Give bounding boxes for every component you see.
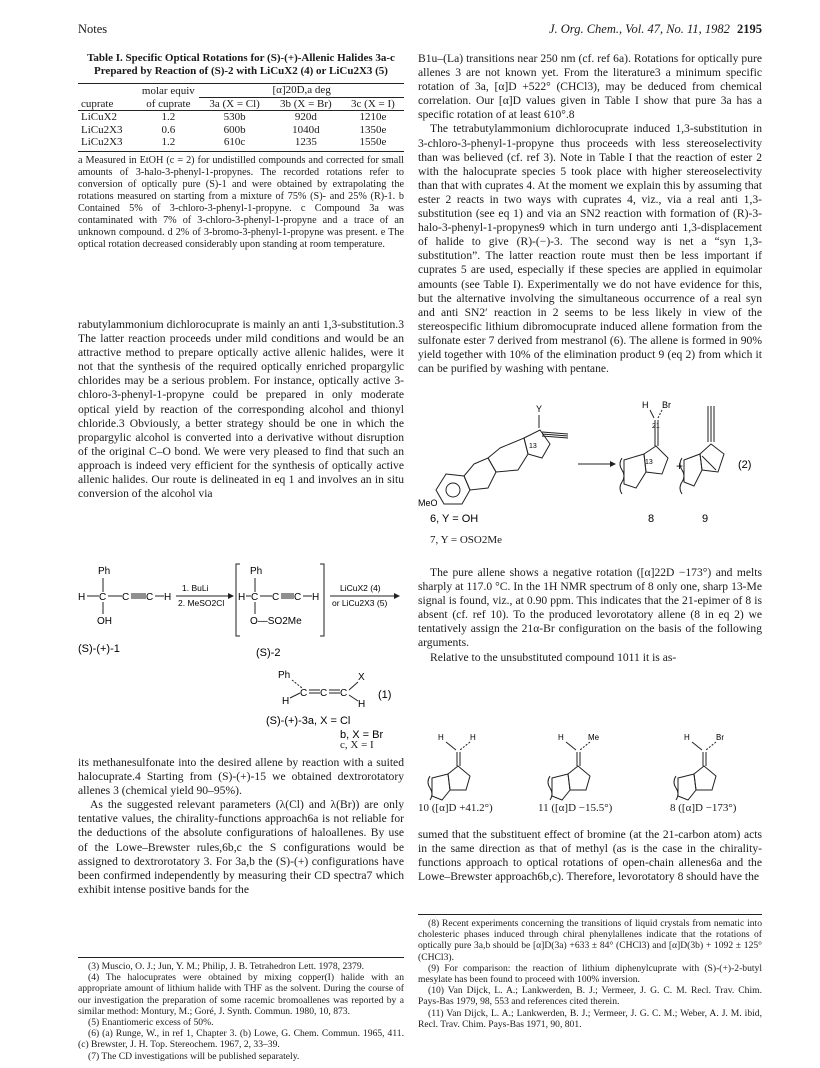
label-10: 10 ([α]D +41.2°) (418, 802, 493, 814)
page-number: 2195 (737, 22, 762, 36)
footnote: (10) Van Dijck, L. A.; Lankwerden, B. J.; Vermeer, J. G. C. M. Recl. Trav. Chim. Pays-Bas 1979, 98, 553 and references cited therein. (418, 985, 762, 1008)
table-1 (78, 52, 404, 251)
label-6: 6, Y = OH (430, 513, 479, 525)
compound-10 (428, 733, 476, 800)
svg-text:Br: Br (716, 733, 724, 742)
svg-text:MeO: MeO (418, 498, 438, 508)
paragraph: As the suggested relevant parameters (λ(Cl) and λ(Br)) are only tentative values, the chirality-functions approach6a is not reliable for the deductions of the absolute configurations of haloallenes. By use of the Lowe–Brewster rules,6b,c the S configurations would be assigned to dextrorotatory 3. For 3a,b the (S)-(+) configurations have been confirmed independently by measuring their CD spectra7 which exhibit intense positive bands for the (78, 798, 404, 896)
svg-text:H: H (470, 733, 476, 742)
atom-label: H (78, 592, 86, 603)
equation-number: (2) (738, 459, 752, 471)
running-head-right (549, 22, 762, 37)
left-footnotes (78, 961, 404, 1062)
footnote: (6) (a) Runge, W., in ref 1, Chapter 3. (b) Lowe, G. Chem. Commun. 1965, 411. (c) Brewster, J. H. Top. Stereochem. 1967, 2, 33–39. (78, 1028, 404, 1051)
label-product-c: c, X = I (340, 739, 374, 751)
label-9: 9 (702, 513, 709, 525)
compound-11 (548, 733, 600, 800)
paragraph: sumed that the substituent effect of bromine (at the 21-carbon atom) acts in the same direction as that of methyl (as is the case in the chirality-functions approach to optical rotations of open-chain allenes6a and the Lowe–Brewster approach6b,c). Therefore, levorotatory 8 should have the (418, 828, 762, 884)
svg-text:H: H (282, 696, 290, 707)
svg-text:H: H (642, 400, 649, 410)
right-body-middle (418, 566, 762, 665)
right-footnotes (418, 918, 762, 1030)
svg-text:Ph: Ph (278, 670, 291, 681)
svg-text:C: C (320, 688, 328, 699)
eq2-drawing (418, 398, 762, 532)
footnote: (4) The halocuprates were obtained by mixing copper(I) halide with an appropriate amount of lithium halide with THF as the solvent. During the course of our investigation the preparation of some racemic bromoallenes was reported by a similar method: Montury, M.; Goré, J. Synth. Commun. 1980, 10, 873. (78, 972, 404, 1017)
svg-text:C: C (340, 688, 348, 699)
col-cuprate: cuprate (81, 97, 114, 110)
col-rotation: [α]20D,a deg (199, 84, 404, 97)
table-row: LiCuX2 1.2 530b 920d 1210e (81, 111, 387, 123)
col-3a: 3a (X = Cl) (209, 97, 260, 110)
svg-text:C: C (272, 592, 280, 603)
paragraph: The pure allene shows a negative rotation ([α]22D −173°) and melts sharply at 117.0 °C. In the 1H NMR spectrum of 8 only one, sharp 13-Me signal is found, viz., at 0.90 ppm. This indicates that the 21-epimer of 8 is absent (cf. ref 10). To the produced levorotatory allene (8 in eq 2) we tentatively assign the 21α-Br configuration on the basis of the following arguments. (418, 566, 762, 650)
svg-text:H: H (438, 733, 444, 742)
svg-text:13: 13 (645, 459, 653, 466)
footnote: (9) For comparison: the reaction of lithium diphenylcuprate with (S)-(+)-2-butyl mesylate has been found to proceed with 100% inversion. (418, 962, 762, 986)
svg-text:H: H (312, 592, 320, 603)
equation-number: (1) (378, 689, 392, 701)
svg-text:Y: Y (536, 404, 543, 414)
svg-text:Me: Me (588, 733, 600, 742)
compound-8 (674, 733, 724, 800)
footnote: (5) Enantiomeric excess of 50%. (88, 1017, 214, 1029)
col-molar: molar equiv of cuprate (141, 85, 195, 110)
svg-text:C: C (294, 592, 302, 603)
reagent-4: or LiCu2X3 (5) (332, 598, 388, 608)
reagent-3: LiCuX2 (4) (340, 583, 381, 593)
footnote-rule (418, 914, 762, 915)
table-row: LiCu2X3 1.2 610c 1235 1550e (81, 136, 387, 148)
svg-text:H: H (238, 592, 246, 603)
label-7: 7, Y = OSO2Me (430, 534, 502, 546)
paragraph: rabutylammonium dichlorocuprate is mainly an anti 1,3-substitution.3 The latter reaction proceeds under mild conditions and would be an attractive method to prepare optically active allenic halides, were it not that the synthesis of the required optically enriched propargylic chlorides may be a serious problem. For instance, optically active 3-chloro-3-phenyl-1-propyne could be prepared in only moderate optical yield by reaction of the corresponding alcohol and thionyl chloride.3 Obviously, a better strategy should be one in which the propargylic alcohol is converted into a derivative without disruption of the original C–O bond. We were very pleased to find that such an approach is indeed very efficient for the synthesis of optically active allenic halides. Our route is delineated in eq 1 and involves an in situ conversion of the alcohol via (78, 318, 404, 501)
compound-row (418, 730, 762, 812)
svg-text:13: 13 (529, 443, 537, 450)
reagent-2: 2. MeSO2Cl (178, 598, 225, 608)
paragraph: The tetrabutylammonium dichlorocuprate induced 1,3-substitution in 3-chloro-3-phenyl-1-propyne thus proceeds with less stereoselectivity than was believed (cf. ref 3). Note in Table I that the reaction of ester 2 with the halocuprate species 5 took place with higher stereoselectivity than that with cuprates 4. At the moment we explain this by assuming that ester 2 reacts in two ways with cuprates 4, viz., via a real anti 1,3-substitution (see eq 1) and via an SN2 reaction with formation of (R)-3-halo-3-phenyl-1-propynes9 which in turn undergo anti 1,3-displacement of halide to give (R)-(−)-3. The second way is net a “syn 1,3-substitution”. The latter reaction route must then be less important if cuprates 5 are used, especially if these species are applied in equimolar amounts (see Table I). Experimentally we do not have evidence for this, but the alternative involving the simultaneous occurrence of a real syn and anti SN2′ reaction in 2 seems to be less likely in view of the stereospecific lithium dibromocuprate induced allene formation from the sulfonate ester 7 derived from mestranol (6). The allene is formed in 90% yield together with 10% of the elimination product 9 (eq 2) from which it can be purified by washing with pentane. (418, 122, 762, 376)
label-8b: 8 ([α]D −173°) (670, 802, 737, 814)
eq1-drawing (78, 556, 404, 742)
svg-text:H: H (684, 733, 690, 742)
footnote: (3) Muscio, O. J.; Jun, Y. M.; Philip, J. B. Tetrahedron Lett. 1978, 2379. (88, 961, 365, 972)
footnote-rule (78, 957, 404, 958)
footnote: (7) The CD investigations will be published separately. (88, 1050, 300, 1062)
right-body-lower (418, 828, 762, 884)
svg-text:C: C (122, 592, 130, 603)
svg-text:Ph: Ph (250, 566, 263, 577)
svg-text:+: + (676, 459, 684, 473)
svg-text:C: C (251, 592, 259, 603)
col-3c: 3c (X = I) (351, 97, 395, 110)
paragraph: B1u–(La) transitions near 250 nm (cf. ref 6a). Rotations for optically pure allenes 3 are not known yet. From the literature3 a minimum specific rotation of 3a, [α]D +522° (CHCl3), may be deduced from chemical correlation. Our [α]D values given in Table I show that pure 3a has a specific rotation of at least 610°.8 (418, 52, 762, 122)
journal-citation: J. Org. Chem., Vol. 47, No. 11, 1982 (548, 22, 730, 36)
atom-label: OH (97, 616, 112, 627)
table-footnote: a Measured in EtOH (c = 2) for undistilled compounds and corrected for small amounts of 3-halo-3-phenyl-1-propynes. The recorded rotations refer to conversion of optically pure (S)-1 and were obtained by extrapolating the rotations measured on starting from a mixture of 75% (S)- and 25% (R)-1. b Contained 5% of 3-chloro-3-phenyl-1-propyne. c Compound 3a was contaminated with 7% of 3-chloro-3-phenyl-1-propyne and a trace of an unknown compound. d 2% of 3-bromo-3-phenyl-1-propyne was present. e The optical rotation decreased considerably upon standing at room temperature. (78, 154, 404, 250)
label-8: 8 (648, 513, 655, 525)
svg-text:21: 21 (652, 423, 660, 430)
paragraph: its methanesulfonate into the desired allene by reaction with a suited halocuprate.4 Starting from (S)-(+)-15 we obtained dextrorotatory allenes 3 (chemical yield 90–95%). (78, 756, 404, 798)
svg-text:C: C (146, 592, 154, 603)
svg-text:H: H (358, 699, 366, 710)
compound-drawings (418, 730, 762, 802)
table-row: LiCu2X3 0.6 600b 1040d 1350e (81, 123, 387, 136)
label-product: (S)-(+)-3a, X = Cl (266, 715, 351, 727)
left-body-lower (78, 756, 404, 897)
equation-2-scheme (418, 398, 762, 532)
left-body-upper (78, 318, 404, 501)
atom-label: O—SO2Me (250, 616, 302, 627)
footnote: (11) Van Dijck, L. A.; Lankwerden, B. J.; Vermeer, J. G. C. M.; Weber, A. J. M. ibid, Recl. Trav. Chim. Pays-Bas 1971, 90, 801. (418, 1007, 762, 1030)
atom-label: Ph (98, 566, 111, 577)
running-head-left: Notes (78, 22, 108, 36)
svg-text:C: C (99, 592, 107, 603)
reagent-1: 1. BuLi (182, 583, 209, 593)
svg-text:H: H (558, 733, 564, 742)
equation-1-scheme (78, 556, 404, 742)
label-product-b: b, X = Br (340, 729, 384, 741)
svg-text:C: C (300, 688, 308, 699)
rotation-table (78, 84, 404, 149)
table-caption: Table I. Specific Optical Rotations for (S)-(+)-Allenic Halides 3a-c Prepared by Reaction of (S)-2 with LiCuX2 (4) or LiCu2X3 (5) (87, 52, 395, 77)
col-3b: 3b (X = Br) (279, 97, 332, 110)
svg-text:H: H (164, 592, 172, 603)
footnote: (8) Recent experiments concerning the transitions of liquid crystals from nematic into cholesteric phases induced through chiral phenylallenes indicate that the rotations of optically pure 3a,b should be [α]D(3a) +633 ± 84° (CHCl3) and [α]D(3b) + 1092 ± 125° (CHCl3). (418, 918, 762, 963)
svg-text:X: X (358, 672, 365, 683)
svg-text:Br: Br (662, 400, 671, 410)
right-body-upper (418, 52, 762, 376)
paragraph: Relative to the unsubstituted compound 1011 it is as- (430, 650, 677, 664)
label-intermediate: (S)-2 (256, 647, 281, 659)
label-start: (S)-(+)-1 (78, 643, 120, 655)
label-11: 11 ([α]D −15.5°) (538, 802, 613, 814)
